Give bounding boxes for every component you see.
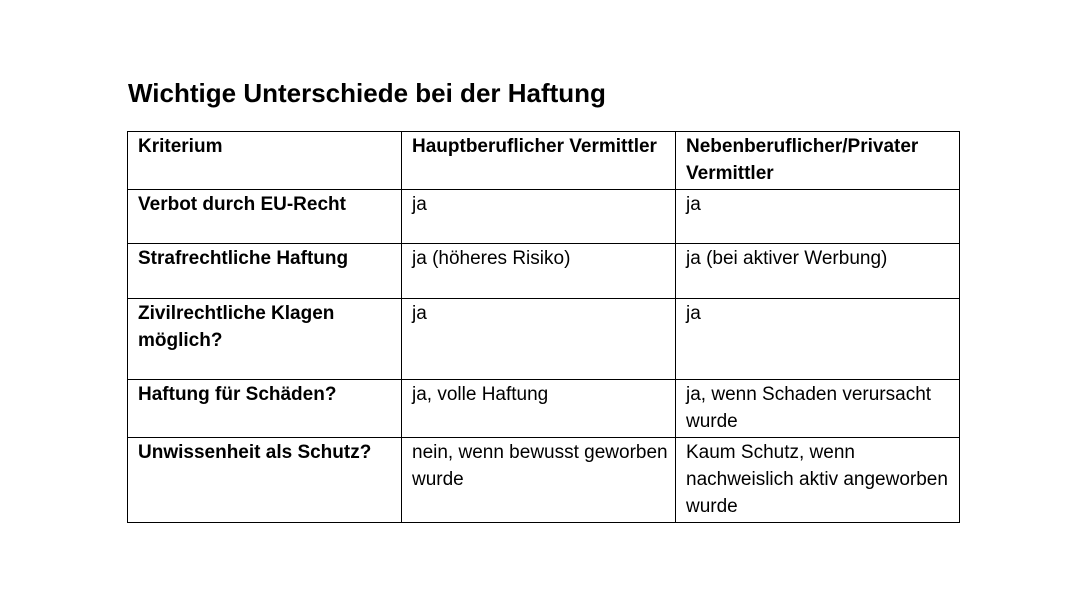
liability-comparison-table bbox=[127, 131, 960, 523]
fulltime-cell: nein, wenn bewusst geworben wurde bbox=[402, 438, 676, 523]
table-row bbox=[128, 438, 960, 523]
table-row bbox=[128, 190, 960, 244]
table-row bbox=[128, 299, 960, 380]
slide-title: Wichtige Unterschiede bei der Haftung bbox=[128, 78, 606, 108]
fulltime-cell: ja, volle Haftung bbox=[402, 380, 676, 438]
fulltime-cell: ja (höheres Risiko) bbox=[402, 244, 676, 299]
parttime-cell: ja bbox=[676, 299, 960, 380]
fulltime-cell: ja bbox=[402, 299, 676, 380]
criterion-cell: Haftung für Schäden? bbox=[128, 380, 402, 438]
criterion-cell: Verbot durch EU-Recht bbox=[128, 190, 402, 244]
parttime-cell: ja bbox=[676, 190, 960, 244]
table-header-row bbox=[128, 132, 960, 190]
header-parttime-private-broker: Nebenberuflicher/Privater Vermittler bbox=[676, 132, 960, 190]
parttime-cell: Kaum Schutz, wenn nachweislich aktiv angeworben wurde bbox=[676, 438, 960, 523]
table-row bbox=[128, 380, 960, 438]
header-fulltime-broker: Hauptberuflicher Vermittler bbox=[402, 132, 676, 190]
criterion-cell: Unwissenheit als Schutz? bbox=[128, 438, 402, 523]
criterion-cell: Strafrechtliche Haftung bbox=[128, 244, 402, 299]
criterion-cell: Zivilrechtliche Klagen möglich? bbox=[128, 299, 402, 380]
parttime-cell: ja, wenn Schaden verursacht wurde bbox=[676, 380, 960, 438]
table-row bbox=[128, 244, 960, 299]
fulltime-cell: ja bbox=[402, 190, 676, 244]
header-criterion: Kriterium bbox=[128, 132, 402, 190]
parttime-cell: ja (bei aktiver Werbung) bbox=[676, 244, 960, 299]
